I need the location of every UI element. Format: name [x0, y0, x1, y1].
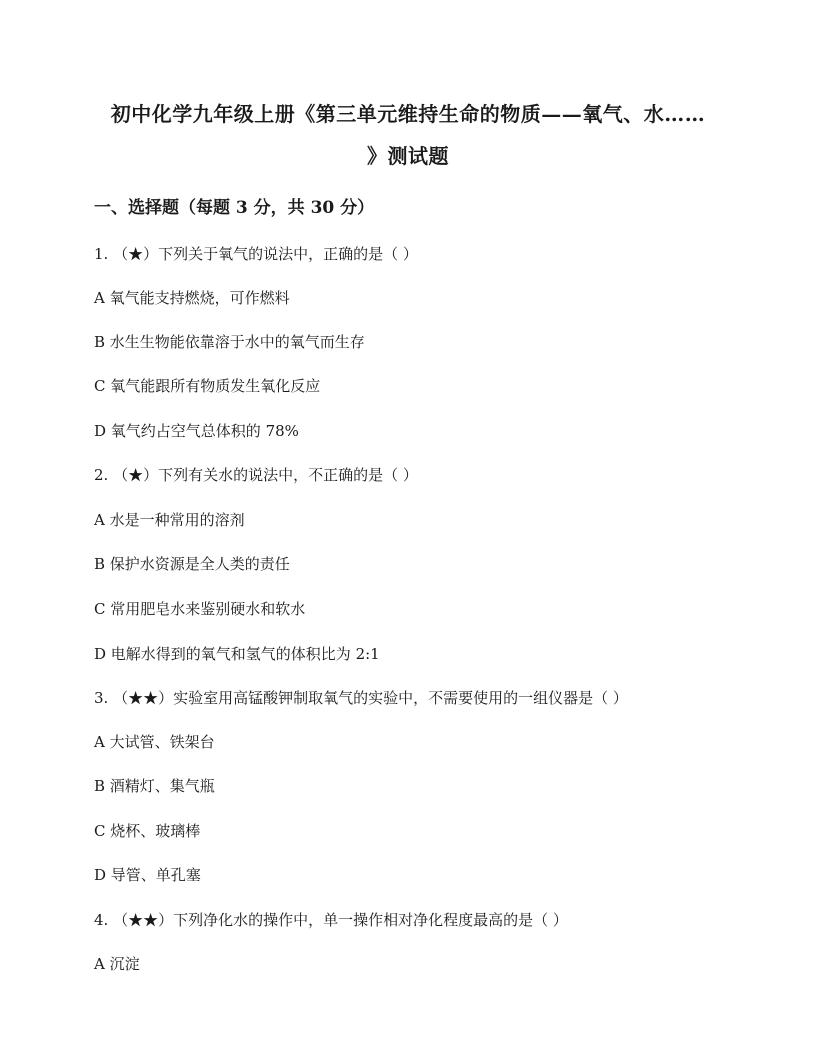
question-2-option-b: B 保护水资源是全人类的责任 — [94, 555, 290, 573]
question-1-option-a: A 氧气能支持燃烧，可作燃料 — [94, 289, 290, 307]
question-4-stem: 4. （★★）下列净化水的操作中，单一操作相对净化程度最高的是（ ） — [94, 911, 568, 929]
question-4-option-a: A 沉淀 — [94, 955, 140, 973]
question-2-stem: 2. （★）下列有关水的说法中，不正确的是（ ） — [94, 466, 418, 484]
question-2-option-d: D 电解水得到的氧气和氢气的体积比为 2:1 — [94, 645, 380, 663]
question-3-option-d: D 导管、单孔塞 — [94, 866, 201, 884]
question-2-option-a: A 水是一种常用的溶剂 — [94, 511, 245, 529]
question-1-stem: 1. （★）下列关于氧气的说法中，正确的是（ ） — [94, 245, 418, 263]
section-heading-scoring-note: （每题 3 分，共 30 分） — [179, 198, 375, 218]
question-1-option-c: C 氧气能跟所有物质发生氧化反应 — [94, 377, 321, 395]
document-title-line-1: 初中化学九年级上册《第三单元维持生命的物质——氧气、水…… — [110, 102, 706, 126]
question-1-option-d: D 氧气约占空气总体积的 78% — [94, 422, 299, 440]
question-3-option-a: A 大试管、铁架台 — [94, 733, 215, 751]
section-heading — [94, 193, 374, 218]
question-1-option-b: B 水生生物能依靠溶于水中的氧气而生存 — [94, 333, 365, 351]
document-title-line-2: 》测试题 — [367, 144, 449, 168]
section-heading-title: 一、选择题 — [94, 198, 179, 218]
question-3-stem: 3. （★★）实验室用高锰酸钾制取氧气的实验中，不需要使用的一组仪器是（ ） — [94, 689, 628, 707]
question-3-option-b: B 酒精灯、集气瓶 — [94, 777, 215, 795]
question-3-option-c: C 烧杯、玻璃棒 — [94, 822, 201, 840]
question-2-option-c: C 常用肥皂水来鉴别硬水和软水 — [94, 600, 306, 618]
